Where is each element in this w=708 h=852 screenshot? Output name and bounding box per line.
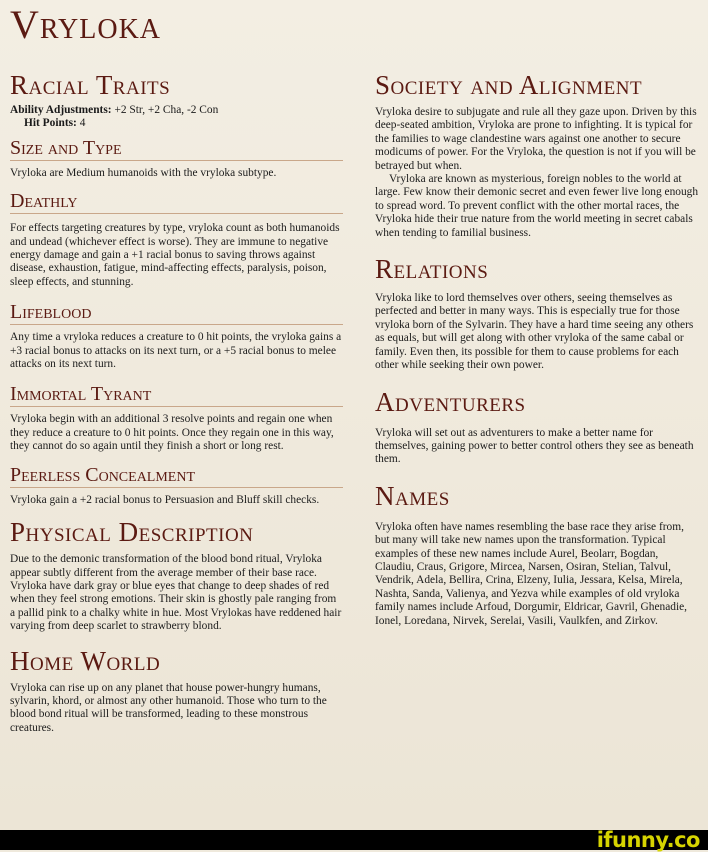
peerless-concealment-heading: Peerless Concealment — [10, 464, 343, 488]
relations-heading: Relations — [375, 254, 489, 285]
deathly-text: For effects targeting creatures by type, vryloka count as both humanoids and undead (whichever effect is worse). They are immune to negative energy damage and gain a +1 racial bonus to saving throws against disease, exhaustion, fatigue, mind-affecting effects, paralysis, poison, sleep effects, and stunning. — [10, 222, 340, 288]
adventurers-text: Vryloka will set out as adventurers to make a better name for themselves, gaining power to better control others they see as beneath them. — [375, 426, 694, 466]
ability-adjustments — [10, 104, 343, 117]
physical-description-text: Due to the demonic transformation of the blood bond ritual, Vryloka appear subtly different from the average member of their base race. Vryloka have dark gray or blue eyes that change to deep shades of red when they feel strong emotions. Their skin is ghostly pale ranging from a pallid pink to a chalky white in hue. Most Vrylokas have reddened hair varying from deep scarlet to strawberry blond. — [10, 553, 342, 633]
ability-value: +2 Str, +2 Cha, -2 Con — [114, 104, 219, 116]
society-text-1: Vryloka desire to subjugate and rule all they gaze upon. Driven by this deep-seated ambition, Vryloka are prone to infighting. It is typical for the families to wage clandestine wars against one another to secure modicums of power. For the Vryloka, the question is not if you will be betrayed but when. — [375, 106, 697, 172]
ability-label: Ability Adjustments: — [10, 104, 112, 116]
hit-points — [10, 117, 343, 130]
society-text-2: Vryloka are known as mysterious, foreign nobles to the world at large. Few know their demonic secret and even fewer live long enough to spread word. To prevent conflict with the other mortal races, the Vryloka hide their true nature from the world meeting in secret cabals when tending to familial business. — [375, 173, 699, 239]
left-column — [10, 70, 343, 735]
deathly-heading: Deathly — [10, 190, 343, 214]
relations-text: Vryloka like to lord themselves over others, seeing themselves as perfected and better in many ways. This is especially true for those vryloka born of the Sylvarin. They have a hard time seeing any others as equals, but will get along with other vryloka of the same cabal or family. Even then, its possible for them to cause problems for each other while seeking their own power. — [375, 292, 694, 372]
size-type-heading: Size and Type — [10, 137, 343, 161]
page-title: Vryloka — [10, 2, 162, 47]
names-heading: Names — [375, 480, 450, 511]
peerless-concealment-text: Vryloka gain a +2 racial bonus to Persuasion and Bluff skill checks. — [10, 493, 320, 506]
immortal-tyrant-text: Vryloka begin with an additional 3 resolve points and regain one when they reduce a creature to 0 hit points. Once they regain one in this way, they cannot do so again until they finish a short or long rest. — [10, 413, 334, 453]
immortal-tyrant-heading: Immortal Tyrant — [10, 383, 343, 407]
physical-description-heading: Physical Description — [10, 517, 254, 548]
watermark-bar — [0, 830, 708, 850]
size-type-text: Vryloka are Medium humanoids with the vryloka subtype. — [10, 166, 277, 179]
racial-traits-heading: Racial Traits — [10, 70, 171, 100]
hp-value: 4 — [79, 117, 86, 130]
ifunny-logo: ifunny.co — [596, 828, 700, 852]
society-heading: Society and Alignment — [375, 70, 643, 100]
lifeblood-text: Any time a vryloka reduces a creature to 0 hit points, the vryloka gains a +3 racial bonus to attacks on its next turn, or a +5 racial bonus to melee attacks on its next turn. — [10, 331, 342, 371]
lifeblood-heading: Lifeblood — [10, 301, 343, 325]
home-world-heading: Home World — [10, 645, 161, 676]
right-column — [375, 70, 700, 628]
home-world-text: Vryloka can rise up on any planet that house power-hungry humans, sylvarin, khord, or almost any other humanoid. Those who turn to the blood bond ritual will be transformed, leading to these monstrous creatures. — [10, 681, 327, 734]
adventurers-heading: Adventurers — [375, 386, 526, 417]
hp-label: Hit Points: — [24, 117, 77, 130]
names-text: Vryloka often have names resembling the base race they arise from, but many will take new names upon the transformation. Typical examples of these new names include Aurel, Beolarr, Bogdan, Claudiu, Craus, Grigore, Mircea, Narsen, Osiran, Stelian, Talvul, Vendrik, Adela, Bellira, Crina, Elzeny, Iulia, Jessara, Kelsa, Mirela, Nashta, Sanda, Valienya, and Yezva while examples of old vryloka family names include Arfoud, Dorgumir, Eldricar, Gavril, Ghenadie, Ionel, Loredana, Nirvek, Serelai, Vasili, Vaulkfen, and Zirkov. — [375, 520, 688, 627]
